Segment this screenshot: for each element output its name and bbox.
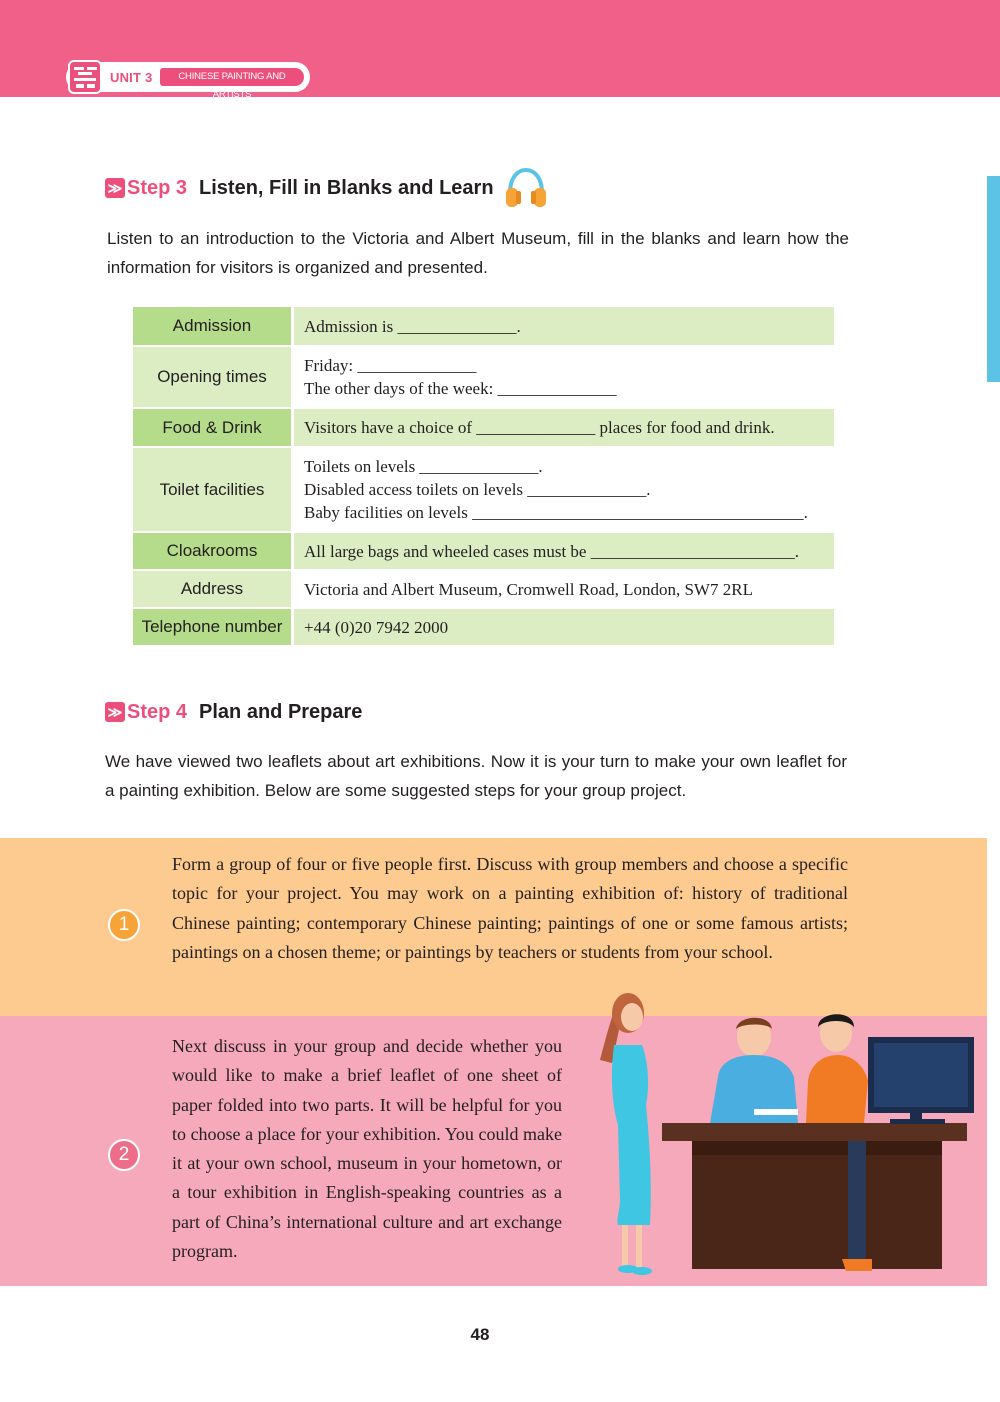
row-value [294, 609, 834, 645]
unit-label: UNIT 3 [110, 70, 153, 85]
value-line: Visitors have a choice of ______________ places for food and drink. [304, 418, 775, 437]
page-number: 48 [470, 1325, 490, 1344]
table-row [133, 533, 834, 569]
value-line: Toilets on levels ______________. [304, 457, 543, 476]
task-text: Form a group of four or five people first. Discuss with group members and choose a specific topic for your project. You may work on a painting exhibition of: history of traditional Chinese painting; contemporary Chinese painting; paintings of one or some famous artists; paintings on a chosen theme; or paintings by teachers or students from your school. [172, 854, 848, 962]
row-label: Cloakrooms [133, 533, 291, 569]
row-value [294, 307, 834, 345]
row-value [294, 571, 834, 607]
value-line: +44 (0)20 7942 2000 [304, 617, 449, 637]
value-line: Friday: ______________ [304, 356, 477, 375]
step3-heading [105, 173, 548, 203]
row-label: Admission [133, 307, 291, 345]
unit-title: CHINESE PAINTING AND ARTISTS [160, 68, 304, 86]
value-line: Disabled access toilets on levels ______________. [304, 480, 651, 499]
row-label: Telephone number [133, 609, 291, 645]
step3-intro: Listen to an introduction to the Victoria and Albert Museum, fill in the blanks and learn how the information for visitors is organized and presented. [107, 229, 849, 277]
row-value [294, 347, 834, 407]
task-number: 2 [108, 1139, 140, 1171]
table-row [133, 307, 834, 345]
task-text: Next discuss in your group and decide whether you would like to make a brief leaflet of one sheet of paper folded into two parts. It will be helpful for you to choose a place for your exhibition. You could make it at your own school, museum in your hometown, or a tour exhibition in English-speaking countries as a part of China’s international culture and art exchange program. [172, 1036, 562, 1262]
table-row [133, 448, 834, 531]
table-row [133, 609, 834, 645]
row-label: Address [133, 571, 291, 607]
step4-title: Plan and Prepare [199, 700, 363, 723]
row-value [294, 409, 834, 446]
row-label: Food & Drink [133, 409, 291, 446]
step3-badge: ≫ [105, 178, 125, 198]
value-line: The other days of the week: ______________ [304, 379, 617, 398]
step3-number: Step 3 [127, 176, 188, 199]
row-value [294, 448, 834, 531]
table-row [133, 409, 834, 446]
step4-number: Step 4 [127, 700, 188, 723]
side-tab [987, 176, 1000, 382]
value-line: Baby facilities on levels _______________________________________. [304, 503, 808, 522]
step4-badge: ≫ [105, 702, 125, 722]
table-row [133, 571, 834, 607]
step3-title: Listen, Fill in Blanks and Learn [199, 176, 494, 199]
value-line: Victoria and Albert Museum, Cromwell Road, London, SW7 2RL [304, 579, 753, 599]
task-number: 1 [108, 909, 140, 941]
table-row [133, 347, 834, 407]
step4-heading [105, 697, 362, 727]
value-line: All large bags and wheeled cases must be ________________________. [304, 541, 799, 561]
headphones-icon [504, 167, 548, 209]
unit-logo-icon [68, 60, 102, 94]
value-line: Admission is ______________. [304, 316, 521, 336]
step4-intro: We have viewed two leaflets about art exhibitions. Now it is your turn to make your own leaflet for a painting exhibition. Below are some suggested steps for your group project. [105, 752, 847, 800]
row-label: Opening times [133, 347, 291, 407]
students-illustration [590, 985, 980, 1277]
row-label: Toilet facilities [133, 448, 291, 531]
row-value [294, 533, 834, 569]
